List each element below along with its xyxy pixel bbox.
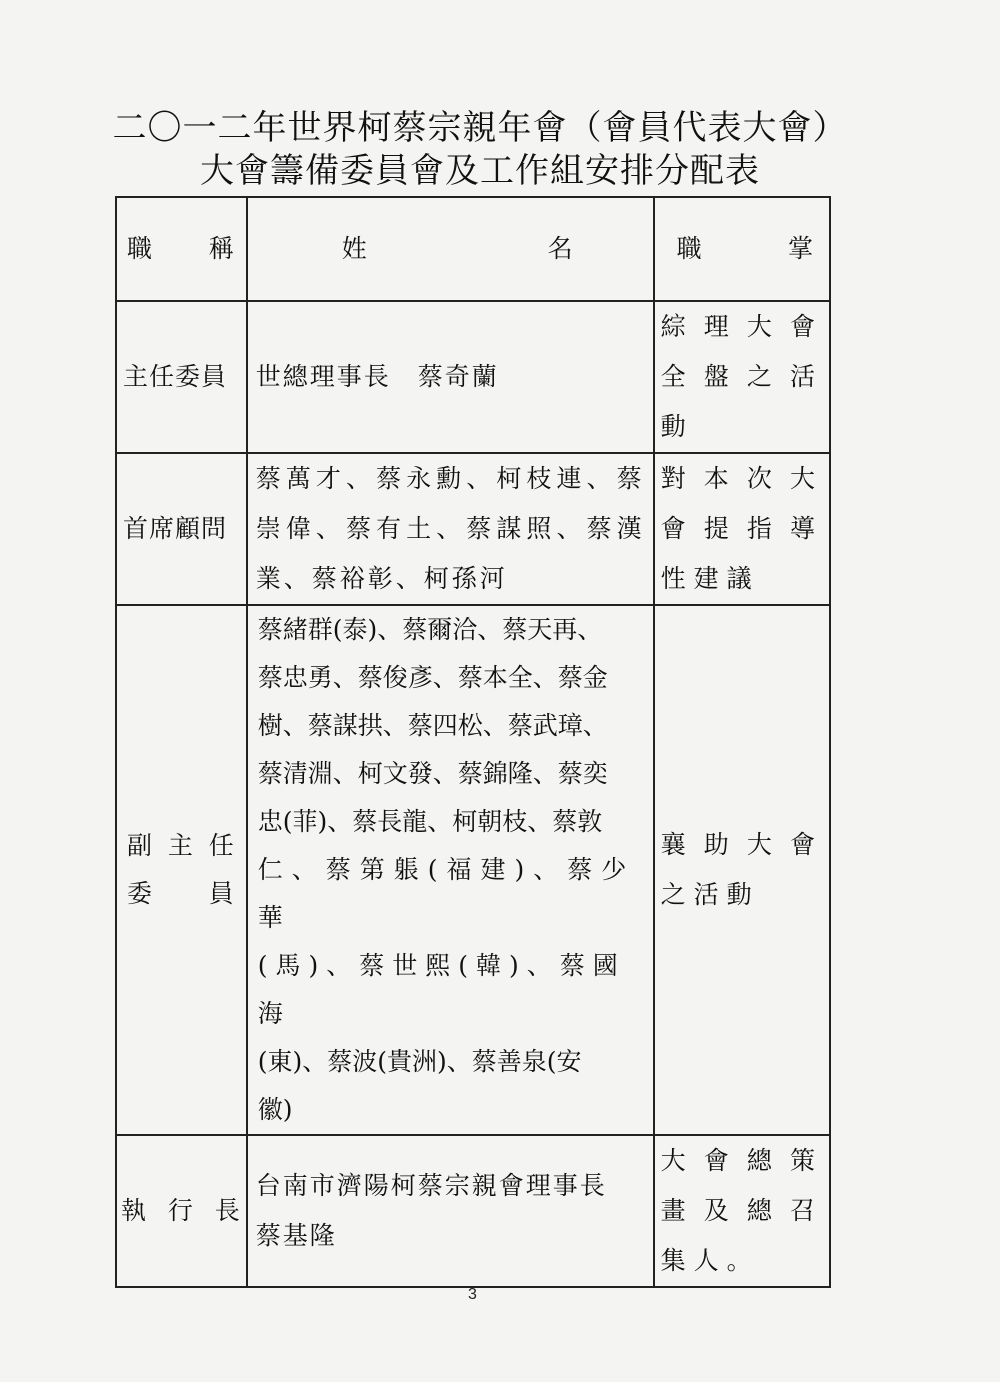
vice-title-char-1: 副: [127, 831, 155, 860]
chair-names: 世總理事長 蔡奇蘭: [255, 362, 499, 391]
exec-names-cell: [247, 1135, 654, 1287]
document-title-line1: 二〇一二年世界柯蔡宗親年會（會員代表大會）: [112, 108, 848, 148]
exec-names-line-1: 台南市濟陽柯蔡宗親會理事長: [255, 1171, 607, 1200]
exec-duty: 大會總策畫及總召集人。: [660, 1146, 823, 1275]
header-name-char-1: 姓: [341, 234, 369, 263]
vice-names-line-4: 蔡清淵、柯文發、蔡錦隆、蔡奕: [257, 759, 608, 788]
header-title-cell: [116, 197, 247, 301]
advisors-duty: 對本次大會提指導性建議: [660, 464, 823, 593]
chair-title-cell: [116, 301, 247, 453]
chair-title: 主任委員: [123, 362, 228, 391]
chair-names-cell: [247, 301, 654, 453]
advisors-title: 首席顧問: [123, 514, 228, 543]
header-duty-char-1: 職: [676, 234, 704, 263]
vice-title-cell: [116, 605, 247, 1135]
exec-title-cell: [116, 1135, 247, 1287]
header-duty-cell: [654, 197, 830, 301]
vice-names-line-6: 仁、蔡第躼(福建)、蔡少華: [257, 855, 636, 932]
vice-names-line-7: (馬)、蔡世熙(韓)、蔡國海: [257, 951, 626, 1028]
header-duty-char-2: 掌: [787, 234, 815, 263]
vice-duty: 襄助大會之活動: [660, 830, 823, 909]
vice-names-line-8: (東)、蔡波(貴洲)、蔡善泉(安: [257, 1047, 582, 1076]
page-number: 3: [468, 1286, 477, 1303]
document-title-line2: 大會籌備委員會及工作組安排分配表: [200, 151, 760, 191]
header-title-char-1: 職: [127, 234, 155, 263]
exec-names: [248, 1161, 653, 1261]
header-name-cell: [247, 197, 654, 301]
table-row-chair: [116, 301, 830, 453]
vice-names: [248, 606, 653, 1134]
header-name-char-2: 名: [547, 234, 575, 263]
advisors-title-cell: [116, 453, 247, 605]
vice-names-line-3: 樹、蔡謀拱、蔡四松、蔡武璋、: [257, 711, 608, 740]
header-title-char-2: 稱: [208, 234, 236, 263]
table-row-executive: [116, 1135, 830, 1287]
vice-names-line-9: 徽): [257, 1095, 293, 1124]
exec-names-line-2: 蔡基隆: [255, 1221, 337, 1250]
chair-duty: 綜理大會全盤之活動: [660, 312, 823, 441]
table-header-row: [116, 197, 830, 301]
vice-title-char-5: 員: [208, 879, 236, 908]
vice-names-line-1: 蔡緒群(泰)、蔡爾洽、蔡天再、: [257, 615, 603, 644]
exec-duty-cell: [654, 1135, 830, 1287]
exec-title-char-3: 長: [214, 1196, 242, 1225]
table-row-advisors: [116, 453, 830, 605]
advisors-names-cell: [247, 453, 654, 605]
vice-title-char-2: 主: [167, 831, 195, 860]
vice-duty-cell: [654, 605, 830, 1135]
vice-names-line-5: 忠(菲)、蔡長龍、柯朝枝、蔡敦: [257, 807, 603, 836]
committee-table: [115, 196, 831, 1288]
exec-title-char-2: 行: [167, 1196, 195, 1225]
chair-duty-cell: [654, 301, 830, 453]
table-row-vice-chairs: [116, 605, 830, 1135]
vice-title-char-4: 委: [127, 879, 155, 908]
advisors-names: 蔡萬才、蔡永勳、柯枝連、蔡崇偉、蔡有土、蔡謀照、蔡漢業、蔡裕彰、柯孫河: [255, 464, 645, 593]
exec-title-char-1: 執: [121, 1196, 149, 1225]
vice-names-cell: [247, 605, 654, 1135]
vice-title-char-3: 任: [208, 831, 236, 860]
advisors-duty-cell: [654, 453, 830, 605]
vice-names-line-2: 蔡忠勇、蔡俊彥、蔡本全、蔡金: [257, 663, 608, 692]
